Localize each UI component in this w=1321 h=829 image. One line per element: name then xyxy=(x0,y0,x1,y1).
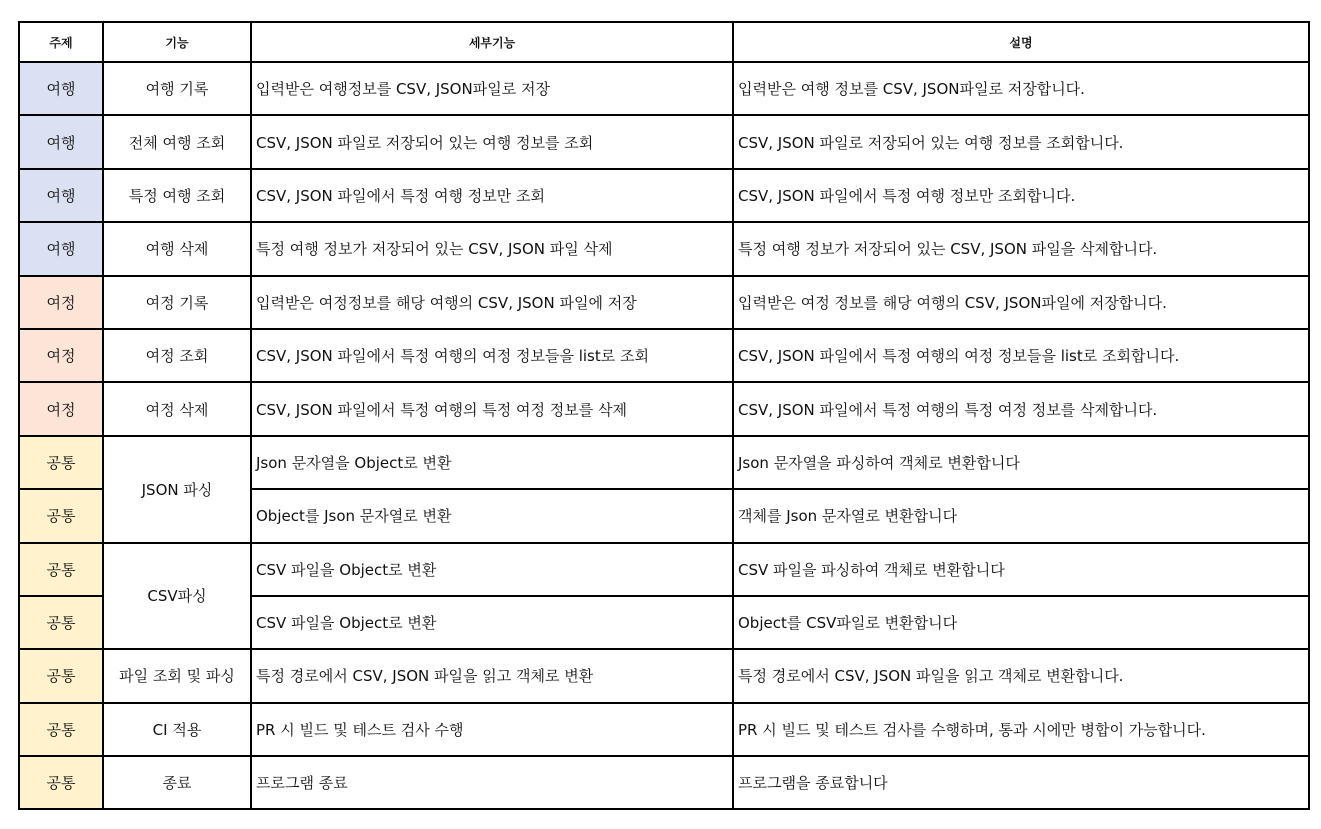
header-detail: 세부기능 xyxy=(251,22,733,62)
topic-cell: 공통 xyxy=(19,543,103,596)
table-row xyxy=(19,62,1309,115)
feature-cell: 종료 xyxy=(103,756,251,809)
description-cell: 입력받은 여행 정보를 CSV, JSON파일로 저장합니다. xyxy=(733,62,1309,115)
detail-cell: Object를 Json 문자열로 변환 xyxy=(251,489,733,542)
header-row xyxy=(19,22,1309,62)
table-row xyxy=(19,382,1309,435)
topic-cell: 공통 xyxy=(19,703,103,756)
table-row xyxy=(19,276,1309,329)
feature-cell: CSV파싱 xyxy=(103,543,251,650)
description-cell: 객체를 Json 문자열로 변환합니다 xyxy=(733,489,1309,542)
topic-cell: 여정 xyxy=(19,382,103,435)
table-row xyxy=(19,543,1309,596)
description-cell: CSV, JSON 파일로 저장되어 있는 여행 정보를 조회합니다. xyxy=(733,115,1309,168)
topic-cell: 여정 xyxy=(19,276,103,329)
feature-cell: 특정 여행 조회 xyxy=(103,169,251,222)
description-cell: 프로그램을 종료합니다 xyxy=(733,756,1309,809)
feature-cell: 여행 기록 xyxy=(103,62,251,115)
description-cell: CSV, JSON 파일에서 특정 여행의 여정 정보들을 list로 조회합니다. xyxy=(733,329,1309,382)
table-row xyxy=(19,222,1309,275)
detail-cell: 입력받은 여행정보를 CSV, JSON파일로 저장 xyxy=(251,62,733,115)
detail-cell: CSV, JSON 파일로 저장되어 있는 여행 정보를 조회 xyxy=(251,115,733,168)
feature-cell: 여정 삭제 xyxy=(103,382,251,435)
detail-cell: 프로그램 종료 xyxy=(251,756,733,809)
detail-cell: CSV, JSON 파일에서 특정 여행의 여정 정보들을 list로 조회 xyxy=(251,329,733,382)
feature-cell: 파일 조회 및 파싱 xyxy=(103,649,251,702)
feature-cell: CI 적용 xyxy=(103,703,251,756)
topic-cell: 여정 xyxy=(19,329,103,382)
topic-cell: 공통 xyxy=(19,436,103,489)
feature-cell: 여정 기록 xyxy=(103,276,251,329)
detail-cell: Json 문자열을 Object로 변환 xyxy=(251,436,733,489)
topic-cell: 여행 xyxy=(19,169,103,222)
table-row xyxy=(19,115,1309,168)
detail-cell: CSV 파일을 Object로 변환 xyxy=(251,543,733,596)
description-cell: PR 시 빌드 및 테스트 검사를 수행하며, 통과 시에만 병합이 가능합니다. xyxy=(733,703,1309,756)
description-cell: CSV, JSON 파일에서 특정 여행 정보만 조회합니다. xyxy=(733,169,1309,222)
feature-cell: 전체 여행 조회 xyxy=(103,115,251,168)
header-topic: 주제 xyxy=(19,22,103,62)
feature-spec-table-container xyxy=(18,21,1308,810)
table-row xyxy=(19,756,1309,809)
table-row xyxy=(19,649,1309,702)
detail-cell: CSV, JSON 파일에서 특정 여행의 특정 여정 정보를 삭제 xyxy=(251,382,733,435)
header-description: 설명 xyxy=(733,22,1309,62)
table-row xyxy=(19,169,1309,222)
detail-cell: PR 시 빌드 및 테스트 검사 수행 xyxy=(251,703,733,756)
table-row xyxy=(19,436,1309,489)
detail-cell: CSV, JSON 파일에서 특정 여행 정보만 조회 xyxy=(251,169,733,222)
detail-cell: CSV 파일을 Object로 변환 xyxy=(251,596,733,649)
topic-cell: 공통 xyxy=(19,489,103,542)
feature-cell: 여행 삭제 xyxy=(103,222,251,275)
topic-cell: 공통 xyxy=(19,649,103,702)
table-row xyxy=(19,703,1309,756)
table-row xyxy=(19,329,1309,382)
feature-spec-table xyxy=(18,21,1310,810)
feature-cell: 여정 조회 xyxy=(103,329,251,382)
topic-cell: 공통 xyxy=(19,756,103,809)
detail-cell: 특정 여행 정보가 저장되어 있는 CSV, JSON 파일 삭제 xyxy=(251,222,733,275)
description-cell: Json 문자열을 파싱하여 객체로 변환합니다 xyxy=(733,436,1309,489)
topic-cell: 여행 xyxy=(19,115,103,168)
description-cell: CSV 파일을 파싱하여 객체로 변환합니다 xyxy=(733,543,1309,596)
detail-cell: 입력받은 여정정보를 해당 여행의 CSV, JSON 파일에 저장 xyxy=(251,276,733,329)
description-cell: 특정 여행 정보가 저장되어 있는 CSV, JSON 파일을 삭제합니다. xyxy=(733,222,1309,275)
description-cell: 특정 경로에서 CSV, JSON 파일을 읽고 객체로 변환합니다. xyxy=(733,649,1309,702)
description-cell: 입력받은 여정 정보를 해당 여행의 CSV, JSON파일에 저장합니다. xyxy=(733,276,1309,329)
topic-cell: 공통 xyxy=(19,596,103,649)
feature-cell: JSON 파싱 xyxy=(103,436,251,543)
header-feature: 기능 xyxy=(103,22,251,62)
description-cell: CSV, JSON 파일에서 특정 여행의 특정 여정 정보를 삭제합니다. xyxy=(733,382,1309,435)
detail-cell: 특정 경로에서 CSV, JSON 파일을 읽고 객체로 변환 xyxy=(251,649,733,702)
topic-cell: 여행 xyxy=(19,62,103,115)
topic-cell: 여행 xyxy=(19,222,103,275)
description-cell: Object를 CSV파일로 변환합니다 xyxy=(733,596,1309,649)
